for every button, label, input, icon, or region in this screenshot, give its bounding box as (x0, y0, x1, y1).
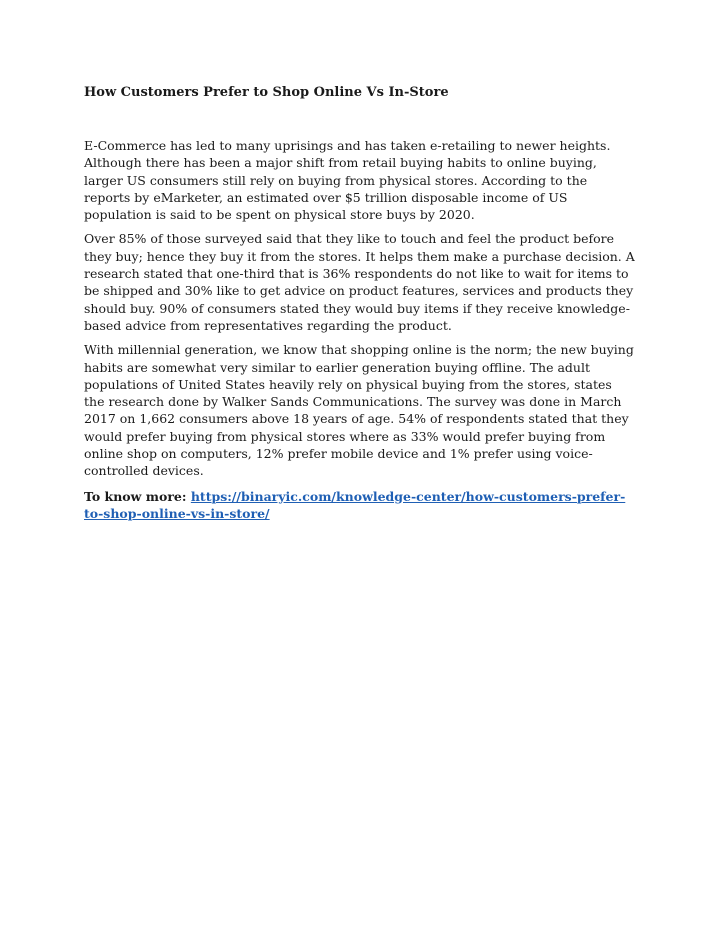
document-page (84, 84, 636, 522)
know-more-line (84, 488, 636, 523)
paragraph-survey: Over 85% of those surveyed said that they like to touch and feel the product before they buy; hence they buy it from the stores. It helps them make a purchase decision. A research stated that one-third that is 36% respondents do not like to wait for items to be shipped and 30% like to get advice on product features, services and products they should buy. 90% of consumers stated they would buy items if they receive knowledge-based advice from representatives regarding the product. (84, 231, 635, 333)
know-more-link[interactable]: https://binaryic.com/knowledge-center/how-customers-prefer-to-shop-online-vs-in-store/ (84, 488, 626, 521)
paragraph-millennial: With millennial generation, we know that shopping online is the norm; the new buying habits are somewhat very similar to earlier generation buying offline. The adult populations of United States heavily rely on physical buying from the stores, states the research done by Walker Sands Communications. The survey was done in March 2017 on 1,662 consumers above 18 years of age. 54% of respondents stated that they would prefer buying from physical stores where as 33% would prefer buying from online shop on computers, 12% prefer mobile device and 1% prefer using voice-controlled devices. (84, 342, 634, 479)
paragraph-ecommerce: E-Commerce has led to many uprisings and has taken e-retailing to newer heights. Although there has been a major shift from retail buying habits to online buying, larger US consumers still rely on buying from physical stores. According to the reports by eMarketer, an estimated over $5 trillion disposable income of US population is said to be spent on physical store buys by 2020. (84, 138, 611, 223)
document-title: How Customers Prefer to Shop Online Vs In-Store (84, 85, 449, 100)
know-more-label: To know more: (84, 488, 187, 504)
